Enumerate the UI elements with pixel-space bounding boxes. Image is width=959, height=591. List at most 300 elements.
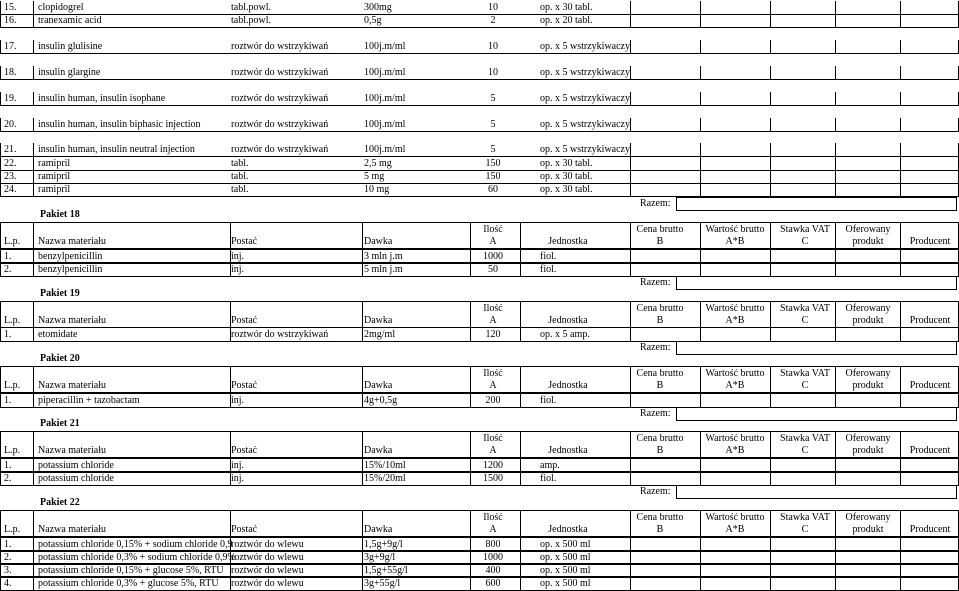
grid-line xyxy=(33,92,34,105)
grid-line xyxy=(835,14,836,27)
header-c: C xyxy=(801,524,809,535)
grid-line xyxy=(900,170,901,183)
item-lp: 1. xyxy=(4,539,12,550)
item-dose: 4g+0,5g xyxy=(364,395,398,406)
header-a: A xyxy=(489,315,497,326)
grid-line xyxy=(470,577,471,590)
header-postac: Postać xyxy=(231,236,258,247)
table-header-row-1 xyxy=(0,301,959,315)
item-unit: fiol. xyxy=(540,251,557,262)
grid-line xyxy=(900,118,901,131)
grid-line xyxy=(900,1,901,14)
header-ilosc: Ilość xyxy=(483,303,503,314)
header-lp: L.p. xyxy=(4,380,21,391)
item-lp: 1. xyxy=(4,329,12,340)
header-c: C xyxy=(801,380,809,391)
grid-line xyxy=(33,379,34,392)
grid-line xyxy=(900,394,901,407)
grid-line xyxy=(520,472,521,485)
grid-line xyxy=(700,314,701,327)
razem-label: Razem: xyxy=(640,198,671,209)
grid-line xyxy=(835,235,836,248)
item-qty: 10 xyxy=(488,41,498,52)
header-lp: L.p. xyxy=(4,445,21,456)
item-name: ramipril xyxy=(38,158,71,169)
table-header-row-2 xyxy=(0,235,959,249)
grid-line xyxy=(770,92,771,105)
grid-line xyxy=(33,1,34,14)
grid-line xyxy=(835,118,836,131)
item-lp: 2. xyxy=(4,552,12,563)
grid-line xyxy=(770,40,771,53)
item-qty: 200 xyxy=(485,395,501,406)
header-nazwa: Nazwa materiału xyxy=(38,380,107,391)
item-unit: op. x 5 wstrzykiwaczy xyxy=(540,144,630,155)
grid-line xyxy=(362,444,363,457)
grid-line xyxy=(700,379,701,392)
header-stawka: Stawka VAT xyxy=(780,433,830,444)
header-cena: Cena brutto xyxy=(636,433,684,444)
item-lp: 1. xyxy=(4,460,12,471)
header-cena: Cena brutto xyxy=(636,303,684,314)
header-ilosc: Ilość xyxy=(483,368,503,379)
item-lp: 19. xyxy=(4,93,17,104)
item-name: ramipril xyxy=(38,171,71,182)
header-a: A xyxy=(489,236,497,247)
razem-label: Razem: xyxy=(640,342,671,353)
header-postac: Postać xyxy=(231,315,258,326)
header-dawka: Dawka xyxy=(364,315,393,326)
item-name: ramipril xyxy=(38,184,71,195)
table-row xyxy=(0,157,959,171)
item-name: potassium chloride xyxy=(38,460,114,471)
item-form: inj. xyxy=(231,251,245,262)
item-dose: 10 mg xyxy=(364,184,390,195)
item-unit: op. x 30 tabl. xyxy=(540,184,593,195)
grid-line xyxy=(520,379,521,392)
grid-line xyxy=(520,263,521,276)
header-produkt: produkt xyxy=(852,236,884,247)
header-lp: L.p. xyxy=(4,236,21,247)
package-title: Pakiet 19 xyxy=(40,288,80,299)
grid-line xyxy=(770,394,771,407)
grid-line xyxy=(470,379,471,392)
table-row xyxy=(0,1,959,15)
grid-line xyxy=(630,523,631,536)
header-a: A xyxy=(489,380,497,391)
grid-line xyxy=(630,263,631,276)
grid-line xyxy=(33,143,34,156)
grid-line xyxy=(630,314,631,327)
item-form: roztwór do wlewu xyxy=(231,552,304,563)
header-producent: Producent xyxy=(909,315,951,326)
grid-line xyxy=(770,157,771,170)
item-form: inj. xyxy=(231,460,245,471)
header-producent: Producent xyxy=(909,380,951,391)
header-b: B xyxy=(656,380,664,391)
grid-line xyxy=(900,328,901,341)
table-header-row-2 xyxy=(0,314,959,328)
header-jednostka: Jednostka xyxy=(548,524,588,535)
grid-line xyxy=(835,263,836,276)
item-lp: 22. xyxy=(4,158,17,169)
table-row xyxy=(0,14,959,28)
grid-line xyxy=(0,183,1,196)
grid-line xyxy=(0,328,1,341)
grid-line xyxy=(700,66,701,79)
grid-line xyxy=(835,472,836,485)
item-form: roztwór do wlewu xyxy=(231,539,304,550)
table-row xyxy=(0,471,959,486)
header-nazwa: Nazwa materiału xyxy=(38,524,107,535)
item-unit: op. x 30 tabl. xyxy=(540,2,593,13)
grid-line xyxy=(700,523,701,536)
header-ab: A*B xyxy=(725,445,745,456)
item-qty: 150 xyxy=(485,171,501,182)
grid-line xyxy=(33,183,34,196)
grid-line xyxy=(0,314,1,327)
grid-line xyxy=(33,66,34,79)
grid-line xyxy=(835,523,836,536)
grid-line xyxy=(0,523,1,536)
header-nazwa: Nazwa materiału xyxy=(38,445,107,456)
table-row xyxy=(0,40,959,54)
grid-line xyxy=(0,379,1,392)
grid-line xyxy=(33,263,34,276)
item-dose: 300mg xyxy=(364,2,392,13)
header-wartosc: Wartość brutto xyxy=(705,303,765,314)
header-lp: L.p. xyxy=(4,315,21,326)
item-name: benzylpenicillin xyxy=(38,264,103,275)
item-form: roztwór do wlewu xyxy=(231,578,304,589)
grid-line xyxy=(33,444,34,457)
package-title: Pakiet 20 xyxy=(40,353,80,364)
header-stawka: Stawka VAT xyxy=(780,303,830,314)
grid-line xyxy=(835,183,836,196)
grid-line xyxy=(700,1,701,14)
item-lp: 18. xyxy=(4,67,17,78)
item-qty: 600 xyxy=(485,578,501,589)
header-oferowany: Oferowany xyxy=(845,433,891,444)
grid-line xyxy=(900,235,901,248)
item-qty: 60 xyxy=(488,184,498,195)
item-name: insulin glulisine xyxy=(38,41,103,52)
header-wartosc: Wartość brutto xyxy=(705,433,765,444)
grid-line xyxy=(33,157,34,170)
grid-line xyxy=(700,157,701,170)
item-name: insulin human, insulin neutral injection xyxy=(38,144,195,155)
grid-line xyxy=(770,118,771,131)
header-producent: Producent xyxy=(909,524,951,535)
grid-line xyxy=(700,14,701,27)
grid-line xyxy=(900,40,901,53)
grid-line xyxy=(33,14,34,27)
grid-line xyxy=(630,235,631,248)
header-postac: Postać xyxy=(231,445,258,456)
item-dose: 3g+55g/l xyxy=(364,578,401,589)
grid-line xyxy=(835,394,836,407)
grid-line xyxy=(33,40,34,53)
grid-line xyxy=(0,92,1,105)
header-jednostka: Jednostka xyxy=(548,445,588,456)
table-header-row-1 xyxy=(0,431,959,445)
table-header-row-2 xyxy=(0,444,959,458)
header-b: B xyxy=(656,236,664,247)
grid-line xyxy=(770,577,771,590)
grid-line xyxy=(900,157,901,170)
grid-line xyxy=(700,444,701,457)
header-ilosc: Ilość xyxy=(483,224,503,235)
table-row xyxy=(0,143,959,157)
grid-line xyxy=(520,328,521,341)
item-qty: 800 xyxy=(485,539,501,550)
grid-line xyxy=(900,577,901,590)
grid-line xyxy=(470,444,471,457)
header-oferowany: Oferowany xyxy=(845,512,891,523)
grid-line xyxy=(470,314,471,327)
grid-line xyxy=(835,328,836,341)
grid-line xyxy=(630,577,631,590)
grid-line xyxy=(900,143,901,156)
header-lp: L.p. xyxy=(4,524,21,535)
grid-line xyxy=(470,523,471,536)
grid-line xyxy=(470,328,471,341)
grid-line xyxy=(33,314,34,327)
item-dose: 5 mln j.m xyxy=(364,264,403,275)
item-name: etomidate xyxy=(38,329,78,340)
item-form: roztwór do wstrzykiwań xyxy=(231,67,329,78)
grid-line xyxy=(362,523,363,536)
table-row xyxy=(0,183,959,197)
header-produkt: produkt xyxy=(852,445,884,456)
grid-line xyxy=(770,1,771,14)
item-dose: 5 mg xyxy=(364,171,385,182)
grid-line xyxy=(770,444,771,457)
grid-line xyxy=(630,118,631,131)
grid-line xyxy=(520,577,521,590)
grid-line xyxy=(230,314,231,327)
item-lp: 3. xyxy=(4,565,12,576)
grid-line xyxy=(470,235,471,248)
item-lp: 15. xyxy=(4,2,17,13)
grid-line xyxy=(900,379,901,392)
grid-line xyxy=(33,235,34,248)
grid-line xyxy=(33,328,34,341)
item-lp: 1. xyxy=(4,395,12,406)
item-dose: 1,5g+55g/l xyxy=(364,565,408,576)
header-a: A xyxy=(489,445,497,456)
grid-line xyxy=(0,577,1,590)
grid-line xyxy=(700,328,701,341)
header-jednostka: Jednostka xyxy=(548,236,588,247)
grid-line xyxy=(0,66,1,79)
header-produkt: produkt xyxy=(852,524,884,535)
item-name: insulin human, insulin isophane xyxy=(38,93,166,104)
grid-line xyxy=(900,92,901,105)
grid-line xyxy=(700,170,701,183)
grid-line xyxy=(0,170,1,183)
grid-line xyxy=(630,40,631,53)
header-ab: A*B xyxy=(725,524,745,535)
grid-line xyxy=(33,523,34,536)
header-ab: A*B xyxy=(725,315,745,326)
grid-line xyxy=(630,379,631,392)
item-form: tabl. xyxy=(231,184,249,195)
item-form: roztwór do wstrzykiwań xyxy=(231,93,329,104)
header-c: C xyxy=(801,315,809,326)
header-c: C xyxy=(801,445,809,456)
grid-line xyxy=(835,1,836,14)
table-header-row-2 xyxy=(0,523,959,537)
item-unit: op. x 500 ml xyxy=(540,552,591,563)
grid-line xyxy=(900,183,901,196)
grid-line xyxy=(835,157,836,170)
grid-line xyxy=(770,328,771,341)
table-row xyxy=(0,170,959,184)
grid-line xyxy=(362,379,363,392)
grid-line xyxy=(835,40,836,53)
razem-box xyxy=(676,407,957,421)
header-nazwa: Nazwa materiału xyxy=(38,315,107,326)
grid-line xyxy=(470,263,471,276)
grid-line xyxy=(770,143,771,156)
grid-line xyxy=(362,577,363,590)
grid-line xyxy=(0,263,1,276)
grid-line xyxy=(0,1,1,14)
item-unit: op. x 5 wstrzykiwaczy xyxy=(540,93,630,104)
grid-line xyxy=(630,157,631,170)
grid-line xyxy=(700,472,701,485)
header-dawka: Dawka xyxy=(364,524,393,535)
item-name: potassium chloride 0,3% + sodium chloride 0,9% xyxy=(38,552,236,563)
item-qty: 150 xyxy=(485,158,501,169)
header-c: C xyxy=(801,236,809,247)
razem-box xyxy=(676,341,957,355)
razem-box xyxy=(676,276,957,290)
item-name: clopidogrel xyxy=(38,2,84,13)
item-dose: 15%/10ml xyxy=(364,460,406,471)
grid-line xyxy=(835,314,836,327)
grid-line xyxy=(770,14,771,27)
header-jednostka: Jednostka xyxy=(548,315,588,326)
grid-line xyxy=(700,577,701,590)
grid-line xyxy=(33,577,34,590)
item-form: tabl. xyxy=(231,158,249,169)
item-form: roztwór do wstrzykiwań xyxy=(231,41,329,52)
item-form: inj. xyxy=(231,264,245,275)
grid-line xyxy=(630,92,631,105)
item-dose: 2,5 mg xyxy=(364,158,392,169)
grid-line xyxy=(900,472,901,485)
grid-line xyxy=(770,379,771,392)
grid-line xyxy=(835,66,836,79)
item-dose: 100j.m/ml xyxy=(364,144,406,155)
razem-row xyxy=(0,407,959,420)
header-b: B xyxy=(656,315,664,326)
grid-line xyxy=(770,472,771,485)
grid-line xyxy=(0,157,1,170)
header-dawka: Dawka xyxy=(364,236,393,247)
item-qty: 50 xyxy=(488,264,498,275)
item-name: potassium chloride 0,15% + glucose 5%, RTU xyxy=(38,565,224,576)
header-postac: Postać xyxy=(231,380,258,391)
grid-line xyxy=(33,394,34,407)
header-b: B xyxy=(656,445,664,456)
item-lp: 4. xyxy=(4,578,12,589)
item-dose: 2mg/ml xyxy=(364,329,396,340)
grid-line xyxy=(520,523,521,536)
header-stawka: Stawka VAT xyxy=(780,368,830,379)
header-dawka: Dawka xyxy=(364,380,393,391)
grid-line xyxy=(362,263,363,276)
item-qty: 1000 xyxy=(483,552,503,563)
header-ab: A*B xyxy=(725,236,745,247)
header-oferowany: Oferowany xyxy=(845,224,891,235)
item-unit: op. x 20 tabl. xyxy=(540,15,593,26)
item-form: roztwór do wlewu xyxy=(231,565,304,576)
grid-line xyxy=(630,472,631,485)
grid-line xyxy=(470,472,471,485)
item-unit: fiol. xyxy=(540,264,557,275)
grid-line xyxy=(900,314,901,327)
table-row xyxy=(0,327,959,342)
item-name: benzylpenicillin xyxy=(38,251,103,262)
grid-line xyxy=(520,394,521,407)
table-header-row-1 xyxy=(0,366,959,380)
razem-row xyxy=(0,276,959,289)
grid-line xyxy=(770,523,771,536)
item-dose: 100j.m/ml xyxy=(364,119,406,130)
grid-line xyxy=(900,523,901,536)
grid-line xyxy=(230,235,231,248)
item-dose: 15%/20ml xyxy=(364,473,406,484)
grid-line xyxy=(700,92,701,105)
item-name: potassium chloride 0,3% + glucose 5%, RTU xyxy=(38,578,219,589)
table-row xyxy=(0,262,959,277)
item-unit: fiol. xyxy=(540,473,557,484)
item-lp: 17. xyxy=(4,41,17,52)
grid-line xyxy=(362,235,363,248)
grid-line xyxy=(900,263,901,276)
grid-line xyxy=(630,1,631,14)
item-form: roztwór do wstrzykiwań xyxy=(231,119,329,130)
razem-label: Razem: xyxy=(640,408,671,419)
grid-line xyxy=(362,314,363,327)
grid-line xyxy=(835,577,836,590)
item-qty: 400 xyxy=(485,565,501,576)
package-title: Pakiet 18 xyxy=(40,209,80,220)
grid-line xyxy=(0,14,1,27)
item-form: tabl.powl. xyxy=(231,2,271,13)
item-form: roztwór do wstrzykiwań xyxy=(231,144,329,155)
item-form: tabl.powl. xyxy=(231,15,271,26)
table-header-row-1 xyxy=(0,222,959,236)
grid-line xyxy=(0,235,1,248)
item-dose: 3 mln j.m xyxy=(364,251,403,262)
grid-line xyxy=(230,523,231,536)
item-qty: 5 xyxy=(490,93,496,104)
item-unit: op. x 5 amp. xyxy=(540,329,590,340)
item-qty: 10 xyxy=(488,67,498,78)
header-stawka: Stawka VAT xyxy=(780,224,830,235)
package-title: Pakiet 22 xyxy=(40,497,80,508)
grid-line xyxy=(230,379,231,392)
item-qty: 5 xyxy=(490,119,496,130)
razem-row xyxy=(0,341,959,354)
grid-line xyxy=(520,444,521,457)
item-qty: 2 xyxy=(490,15,496,26)
grid-line xyxy=(362,472,363,485)
